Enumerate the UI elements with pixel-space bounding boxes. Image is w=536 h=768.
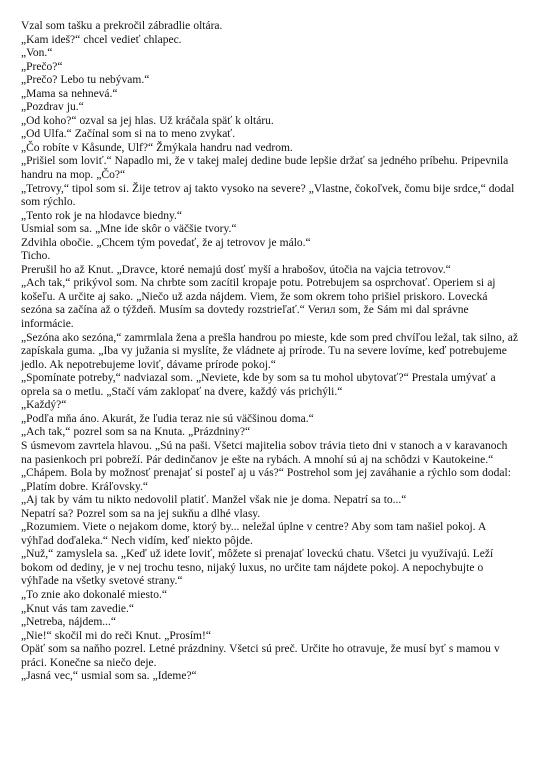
paragraph: S úsmevom zavrtela hlavou. „Sú na paši. Všetci majitelia sobov trávia tieto dni v stanoch a v karavanoch na pasienkoch pri pobreží. Pár dedinčanov je ešte na rybách. A mnohí sú aj na schôdzi v Kautokeine.“	[21, 439, 508, 466]
paragraph: Usmial som sa. „Mne ide skôr o väčšie tvory.“	[21, 223, 237, 236]
paragraph: „Od koho?“ ozval sa jej hlas. Už kráčala späť k oltáru.	[21, 114, 274, 127]
paragraph: „Kam ideš?“ chcel vedieť chlapec.	[21, 33, 182, 46]
paragraph: „Tento rok je na hlodavce biedny.“	[21, 209, 183, 222]
paragraph: „Podľa mňa áno. Akurát, že ľudia teraz nie sú väčšinou doma.“	[21, 412, 314, 425]
paragraph: „Prišiel som loviť.“ Napadlo mi, že v takej malej dedine bude lepšie držať sa jedného príbehu. Pripevnila handru na mop. „Čo?“	[21, 155, 509, 182]
paragraph: „Netreba, nájdem...“	[21, 616, 117, 629]
paragraph: „Mama sa nehnevá.“	[21, 87, 118, 100]
paragraph: Nepatrí sa? Pozrel som sa na jej sukňu a dlhé vlasy.	[21, 507, 261, 520]
paragraph: Opäť som sa naňho pozrel. Letné prázdniny. Všetci sú preč. Určite ho otravuje, že musí byť s mamou v práci. Konečne sa niečo deje.	[21, 643, 500, 669]
paragraph: „Jasná vec,“ usmial som sa. „Ideme?“	[21, 670, 197, 683]
paragraph: „Aj tak by vám tu nikto nedovolil platiť. Manžel však nie je doma. Nepatrí sa to...“	[21, 494, 407, 507]
paragraph: „Knut vás tam zavedie.“	[21, 602, 134, 615]
paragraph: „Sezóna ako sezóna,“ zamrmlala žena a prešla handrou po mieste, kde som pred chvíľou ležal, tak silno, až zapískala guma. „Iba vy južania si myslíte, že vládnete aj prírode. Tu na severe lovíme, keď potrebujeme jedlo. Ak nepotrebujeme loviť, dávame prírode pokoj.“	[21, 331, 518, 371]
document-page	[21, 20, 521, 684]
paragraph: „Každý?“	[21, 399, 67, 412]
paragraph: „Prečo? Lebo tu nebývam.“	[21, 74, 150, 87]
paragraph: „Pozdrav ju.“	[21, 101, 84, 114]
paragraph: Vzal som tašku a prekročil zábradlie oltára.	[21, 20, 223, 32]
paragraph: „Čo robíte v Kåsunde, Ulf?“ Žmýkala handru nad vedrom.	[21, 141, 293, 154]
paragraph: „Ach tak,“ prikývol som. Na chrbte som zacítil kropaje potu. Potrebujem sa osprchovať. Operiem si aj košeľu. A určite aj sako. „Niečo už azda nájdem. Viem, že som okrem toho prišiel priskoro. Lovecká sezóna sa začína až o týždeň. Musím sa dovtedy rozstrieľať.“ Verил som, že Sám mi dal správne informácie.	[21, 277, 496, 331]
paragraph: „Tetrovy,“ tipol som si. Žije tetrov aj takto vysoko na severe? „Vlastne, čokoľvek, čomu bije srdce,“ dodal som rýchlo.	[21, 182, 515, 209]
paragraph: „Od Ulfa.“ Začínal som si na to meno zvykať.	[21, 128, 236, 141]
paragraph: „Chápem. Bola by možnosť prenajať si posteľ aj u vás?“ Postrehol som jej zaváhanie a rýchlo som dodal: „Platím dobre. Kráľovsky.“	[21, 467, 511, 493]
paragraph: „Rozumiem. Viete o nejakom dome, ktorý by... neležal úplne v centre? Aby som tam našiel pokoj. A výhľad doďaleka.“ Nech vidím, keď niekto pôjde.	[21, 521, 486, 547]
paragraph: Ticho.	[21, 250, 51, 263]
paragraph: „Ach tak,“ pozrel som sa na Knuta. „Prázdniny?“	[21, 426, 251, 439]
paragraph: „Nie!“ skočil mi do reči Knut. „Prosím!“	[21, 629, 211, 642]
paragraph: „Spomínate potreby,“ nadviazal som. „Neviete, kde by som sa tu mohol ubytovať?“ Prestala umývať a oprela sa o metlu. „Stačí vám zaklopať na dvere, každý vás prichýli.“	[21, 372, 496, 398]
paragraph: „Nuž,“ zamyslela sa. „Keď už idete loviť, môžete si prenajať loveckú chatu. Všetci ju využívajú. Leží bokom od dediny, je v nej trochu tesno, nijaký luxus, no určite tam nájdete pokoj. A nepochybujte o výhľade na všetky svetové strany.“	[21, 548, 494, 588]
paragraph: „To znie ako dokonalé miesto.“	[21, 588, 167, 601]
paragraph: „Von.“	[21, 47, 53, 60]
paragraph: Zdvihla obočie. „Chcem tým povedať, že aj tetrovov je málo.“	[21, 236, 311, 249]
paragraph: „Prečo?“	[21, 60, 63, 73]
paragraph: Prerušil ho až Knut. „Dravce, ktoré nemajú dosť myší a hrabošov, útočia na vajcia tetrovov.“	[21, 263, 451, 276]
